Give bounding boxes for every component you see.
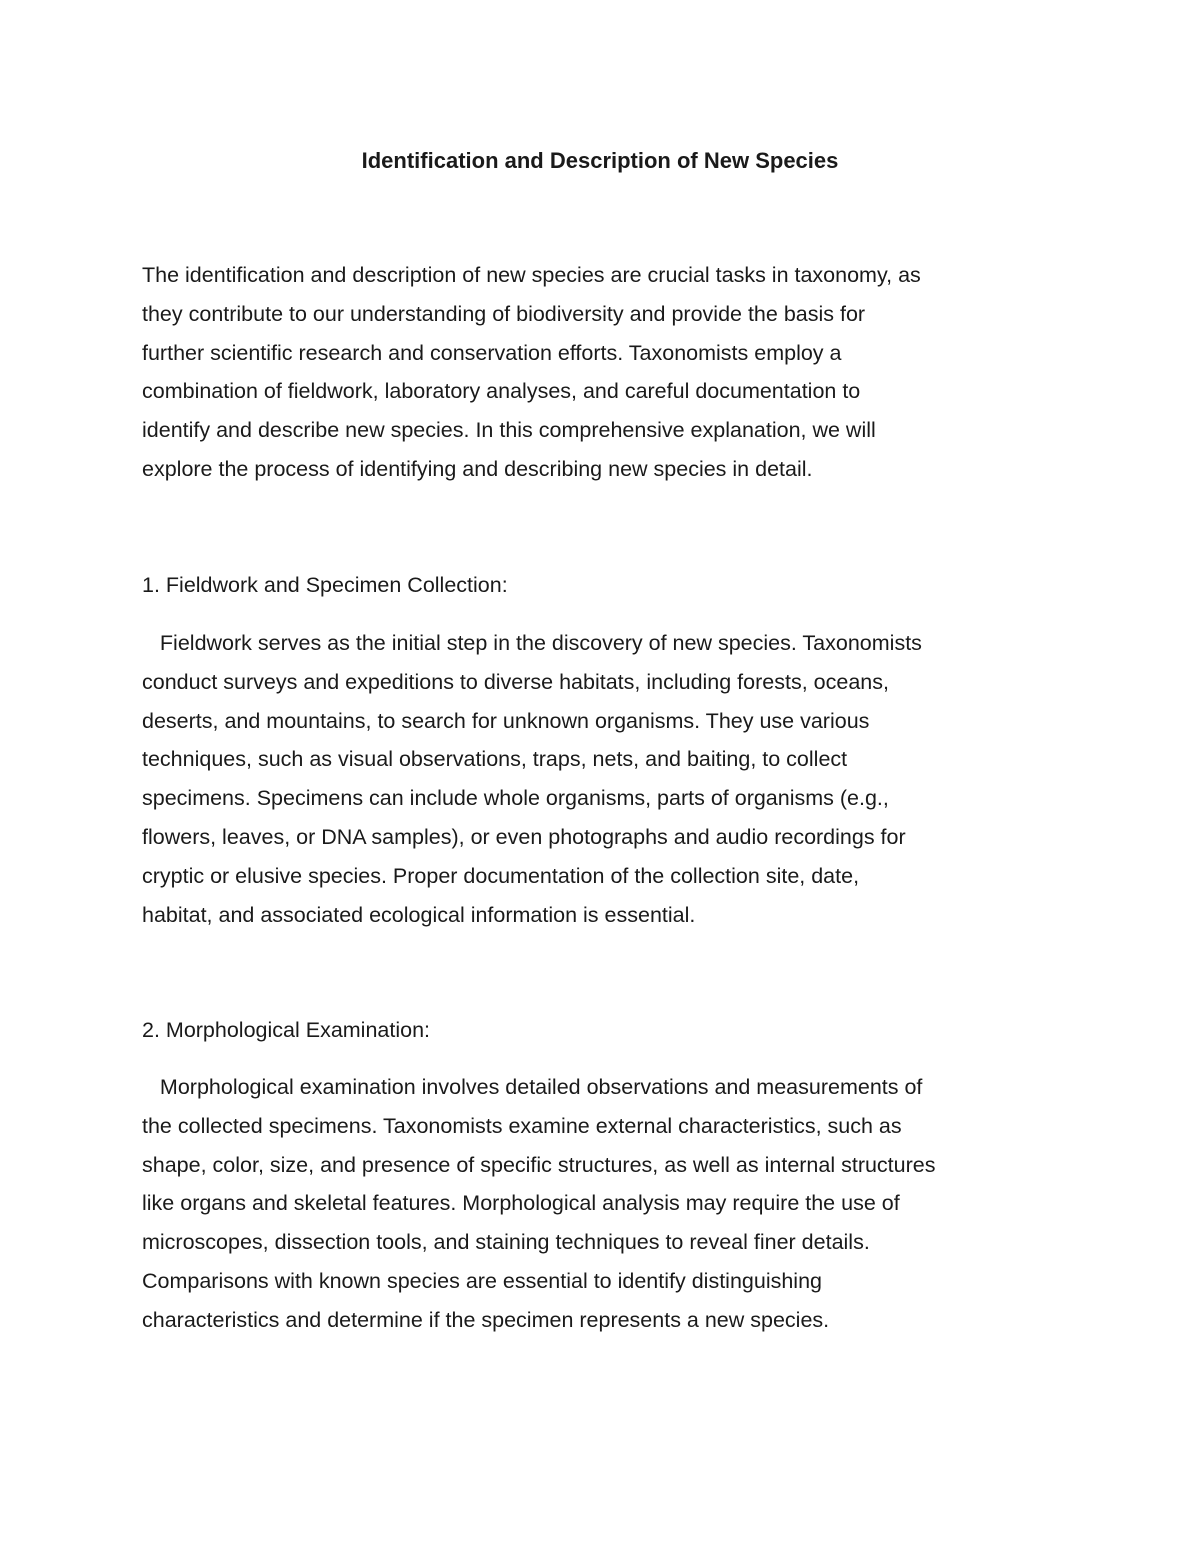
paragraph-line: conduct surveys and expeditions to diverse habitats, including forests, oceans, (142, 669, 889, 694)
paragraph-line: microscopes, dissection tools, and staining techniques to reveal finer details. (142, 1230, 870, 1255)
section-paragraph-morphology (142, 1068, 1072, 1340)
paragraph-line: combination of fieldwork, laboratory analyses, and careful documentation to (142, 379, 861, 404)
paragraph-line: the collected specimens. Taxonomists examine external characteristics, such as (142, 1113, 902, 1138)
paragraph-line: deserts, and mountains, to search for unknown organisms. They use various (142, 708, 870, 733)
intro-paragraph (142, 256, 1072, 489)
document-title: Identification and Description of New Species (361, 148, 839, 173)
section-heading-fieldwork (142, 566, 1072, 605)
paragraph-line: identify and describe new species. In this comprehensive explanation, we will (142, 418, 876, 443)
paragraph-line: flowers, leaves, or DNA samples), or even photographs and audio recordings for (142, 824, 906, 849)
paragraph-line: characteristics and determine if the specimen represents a new species. (142, 1307, 830, 1332)
paragraph-line: habitat, and associated ecological information is essential. (142, 902, 696, 927)
paragraph-line: Fieldwork serves as the initial step in the discovery of new species. Taxonomists (142, 631, 922, 655)
paragraph-line: cryptic or elusive species. Proper documentation of the collection site, date, (142, 863, 860, 888)
paragraph-line: Morphological examination involves detailed observations and measurements of (142, 1075, 923, 1099)
section-paragraph-fieldwork (142, 624, 1072, 934)
section-heading: 2. Morphological Examination: (142, 1018, 431, 1042)
section-heading: 1. Fieldwork and Specimen Collection: (142, 573, 508, 597)
paragraph-line: explore the process of identifying and describing new species in detail. (142, 456, 813, 481)
paragraph-line: further scientific research and conservation efforts. Taxonomists employ a (142, 340, 842, 365)
section-heading-morphology (142, 1011, 1072, 1050)
paragraph-line: shape, color, size, and presence of specific structures, as well as internal structures (142, 1152, 936, 1177)
paragraph-line: The identification and description of new species are crucial tasks in taxonomy, as (142, 263, 921, 287)
paragraph-line: specimens. Specimens can include whole organisms, parts of organisms (e.g., (142, 786, 889, 811)
paragraph-line: they contribute to our understanding of biodiversity and provide the basis for (142, 301, 866, 326)
paragraph-line: techniques, such as visual observations, traps, nets, and baiting, to collect (142, 747, 848, 772)
paragraph-line: Comparisons with known species are essential to identify distinguishing (142, 1268, 822, 1293)
paragraph-line: like organs and skeletal features. Morphological analysis may require the use of (142, 1191, 900, 1216)
